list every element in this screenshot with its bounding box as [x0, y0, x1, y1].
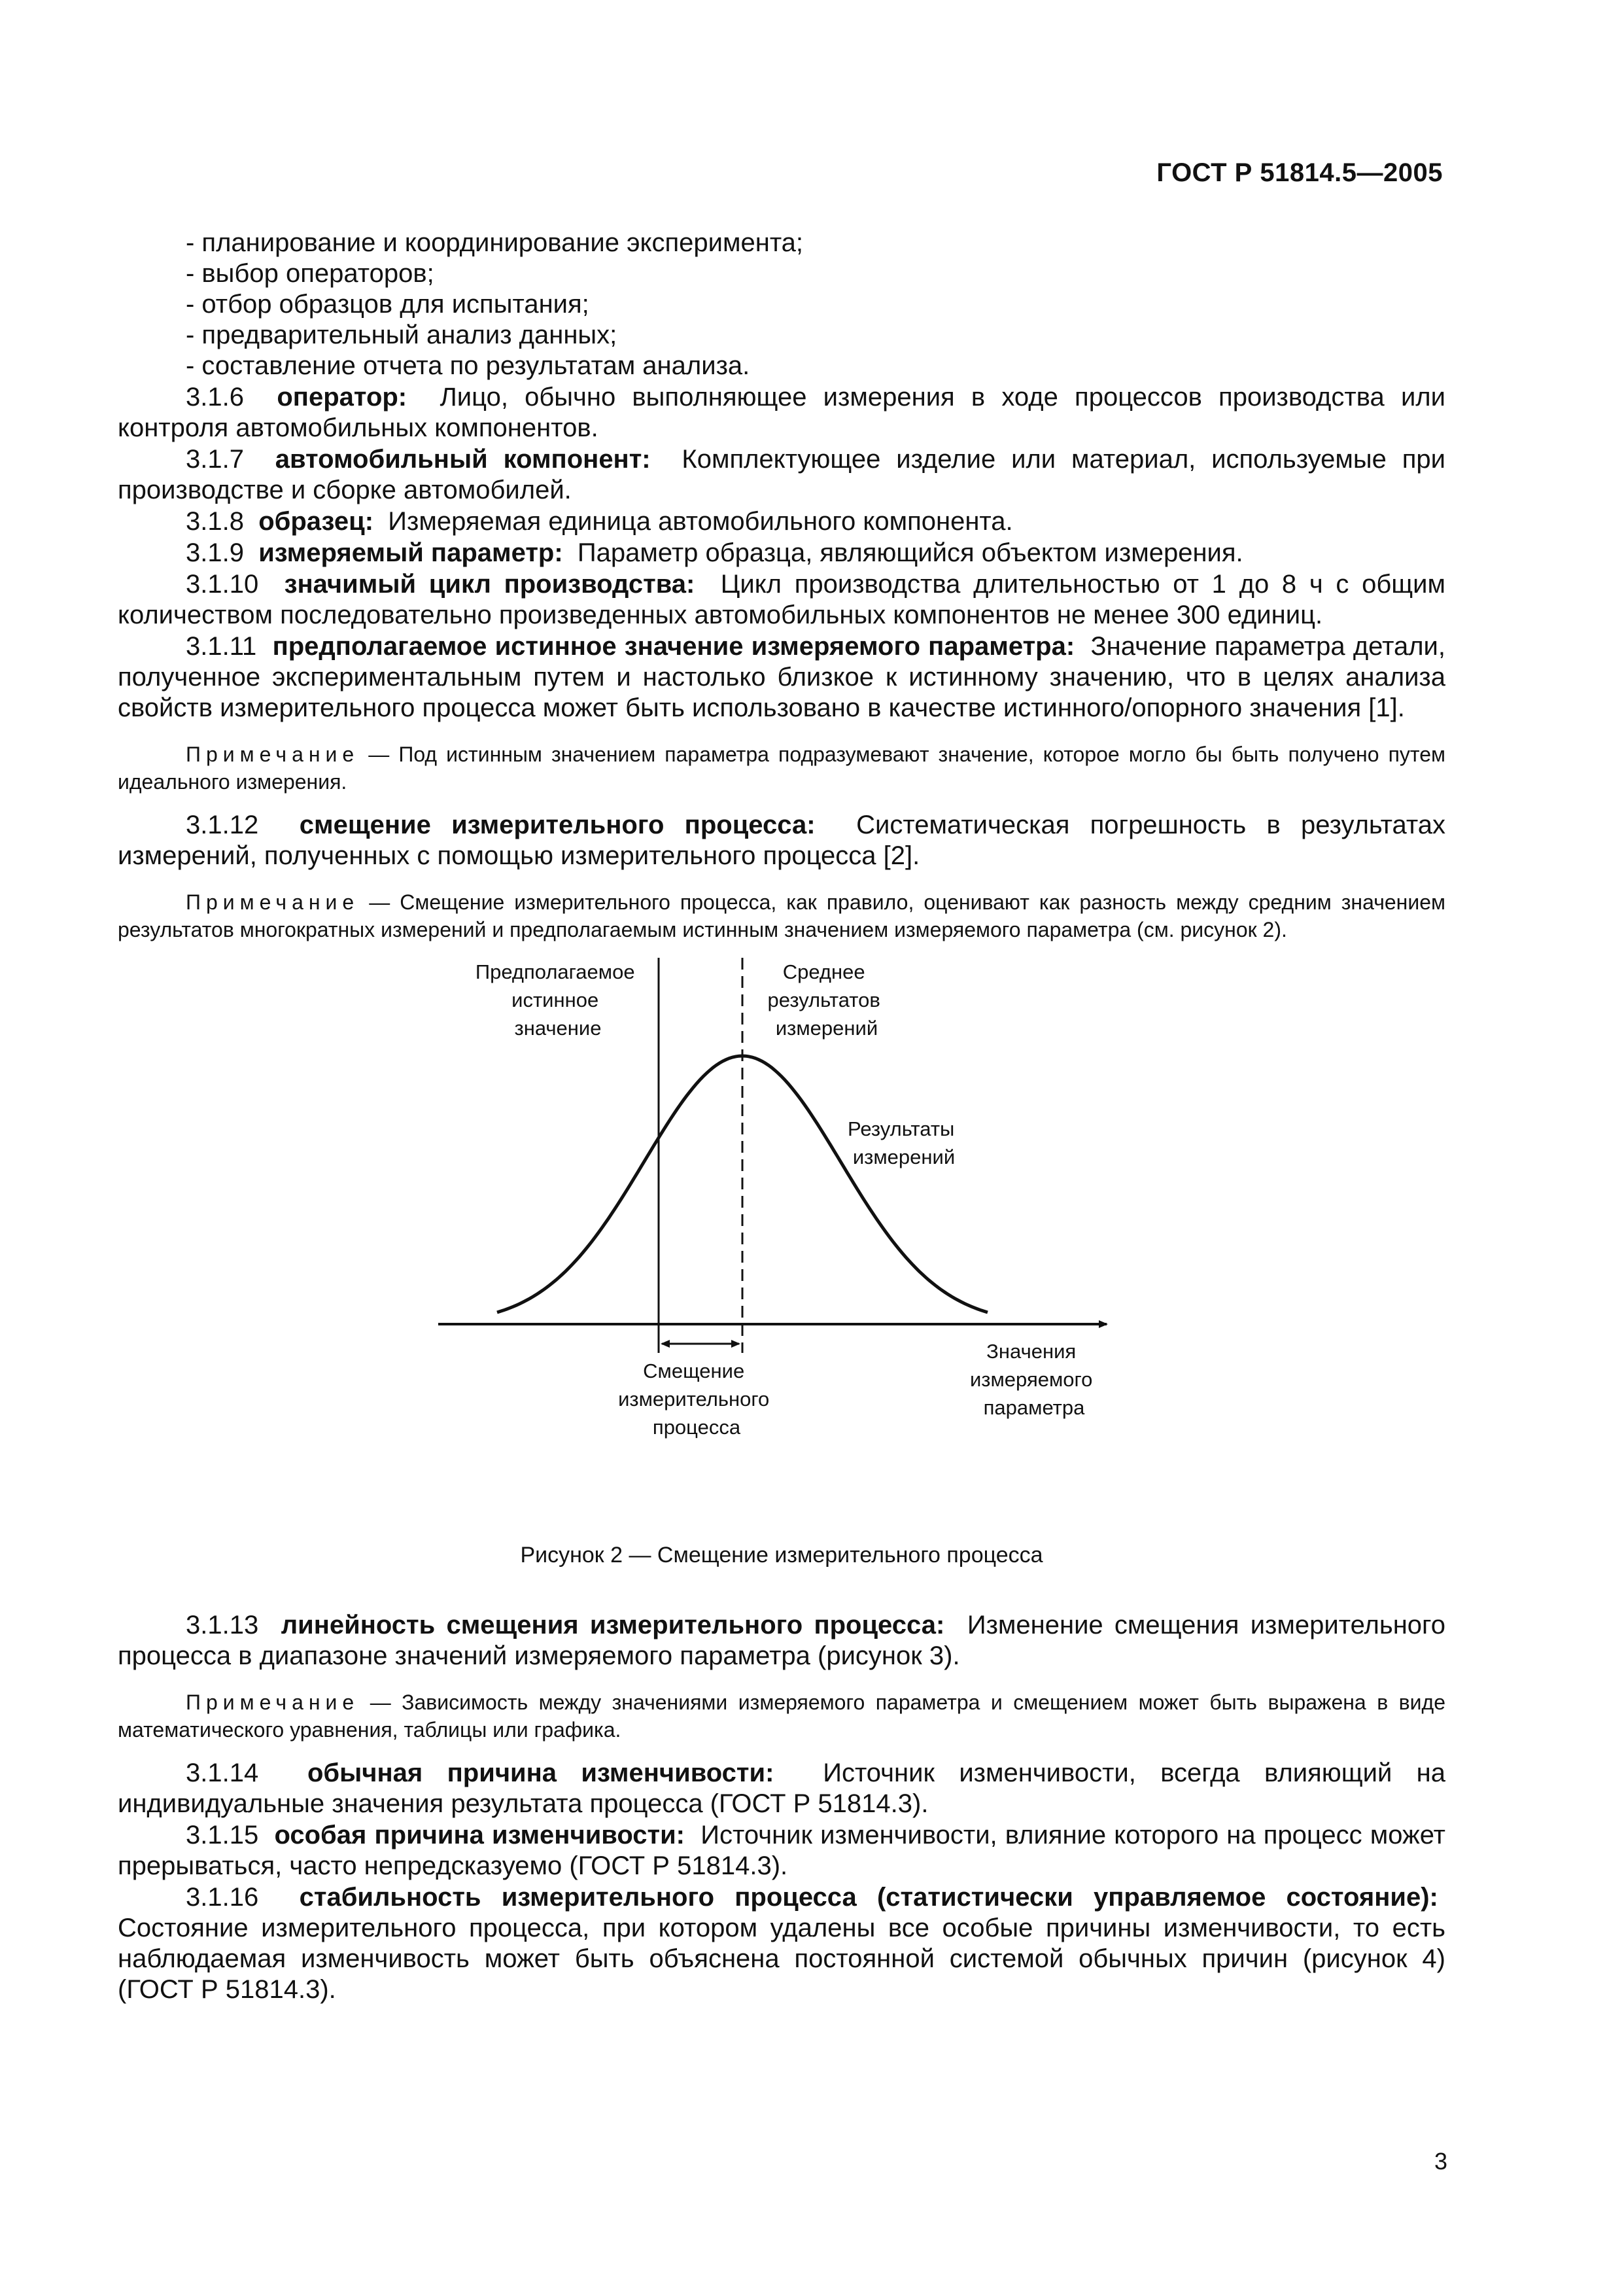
- term: значимый цикл производства:: [284, 570, 695, 599]
- bias-label: Смещение измерительного процесса: [618, 1359, 770, 1439]
- figure-bias-diagram: [118, 958, 1445, 1540]
- list-item: - составление отчета по результатам анализа.: [186, 351, 750, 380]
- term: линейность смещения измерительного процесса:: [281, 1611, 945, 1639]
- bias-diagram-svg: [118, 958, 1445, 1481]
- definition-3-1-10: 3.1.10 значимый цикл производства: Цикл производства длительностью от 1 до 8 ч с общим количеством последовательно произведенных автомобильных компонентов не менее 300 единиц.: [118, 570, 1445, 629]
- definition-3-1-12: 3.1.12 смещение измерительного процесса: Систематическая погрешность в результатах измерений, полученных с помощью измерительного процесса [2].: [118, 811, 1446, 870]
- list-item: - отбор образцов для испытания;: [186, 290, 589, 319]
- definition-3-1-7: 3.1.7 автомобильный компонент: Комплектующее изделие или материал, используемые при производстве и сборке автомобилей.: [118, 445, 1445, 504]
- term: измеряемый параметр:: [258, 538, 563, 567]
- definition-3-1-14: 3.1.14 обычная причина изменчивости: Источник изменчивости, всегда влияющий на индивидуальные значения результата процесса (ГОСТ Р 51814.3).: [118, 1759, 1446, 1818]
- definition-3-1-13: 3.1.13 линейность смещения измерительного процесса: Изменение смещения измерительного процесса в диапазоне значений измеряемого параметра (рисунок 3).: [118, 1611, 1445, 1670]
- definition-3-1-15: 3.1.15 особая причина изменчивости: Источник изменчивости, влияние которого на процесс может прерываться, часто непредсказуемо (ГОСТ Р 51814.3).: [118, 1821, 1445, 1880]
- note-linearity: Примечание — Зависимость между значениями измеряемого параметра и смещением может быть выражена в виде математического уравнения, таблицы или графика.: [118, 1691, 1446, 1742]
- document-id-header: ГОСТ Р 51814.5—2005: [1156, 158, 1443, 187]
- definition-3-1-11: 3.1.11 предполагаемое истинное значение измеряемого параметра: Значение параметра детали, полученное экспериментальным путем и настолько близкое к истинному значению, что в целях анализа свойств измерительного процесса может быть использовано в качестве истинного/опорного значения [1].: [118, 632, 1446, 722]
- term: образец:: [258, 507, 374, 536]
- axis-label: Значения измеряемого параметра: [969, 1340, 1093, 1419]
- mean-label: Среднее результатов измерений: [767, 960, 880, 1040]
- list-item: - предварительный анализ данных;: [186, 321, 617, 349]
- term: оператор:: [277, 383, 407, 412]
- term: смещение измерительного процесса:: [299, 811, 816, 839]
- note-true-value: Примечание — Под истинным значением параметра подразумевают значение, которое могло бы быть получено путем идеального измерения.: [118, 743, 1446, 794]
- page-number: 3: [1434, 2148, 1447, 2175]
- term: автомобильный компонент:: [275, 445, 651, 474]
- results-label: Результаты измерений: [848, 1117, 956, 1168]
- definition-3-1-16: 3.1.16 стабильность измерительного процесса (статистически управляемое состояние): Состояние измерительного процесса, при котором удалены все особые причины изменчивости, то есть наблюдаемая изменчивость может быть объяснена постоянной системой обычных причин (рисунок 4) (ГОСТ Р 51814.3).: [118, 1883, 1445, 2004]
- document-body: [118, 228, 1445, 2005]
- definition-3-1-9: 3.1.9 измеряемый параметр: Параметр образца, являющийся объектом измерения.: [186, 538, 1243, 567]
- term: особая причина изменчивости:: [274, 1821, 685, 1849]
- term: стабильность измерительного процесса (статистически управляемое состояние):: [299, 1883, 1438, 1912]
- definition-3-1-8: 3.1.8 образец: Измеряемая единица автомобильного компонента.: [186, 507, 1013, 536]
- true-value-label: Предполагаемое истинное значение: [475, 960, 635, 1040]
- definition-3-1-6: 3.1.6 оператор: Лицо, обычно выполняющее измерения в ходе процессов производства или контроля автомобильных компонентов.: [118, 383, 1445, 442]
- figure-caption: Рисунок 2 — Смещение измерительного процесса: [520, 1543, 1043, 1568]
- term: предполагаемое истинное значение измеряемого параметра:: [272, 632, 1075, 661]
- note-label: Примечание: [186, 743, 360, 766]
- note-label: Примечание: [186, 890, 360, 914]
- list-item: - выбор операторов;: [186, 259, 434, 288]
- note-bias: Примечание — Смещение измерительного процесса, как правило, оценивают как разность между средним значением результатов многократных измерений и предполагаемым истинным значением измеряемого параметра (см. рисунок 2).: [118, 890, 1446, 941]
- note-label: Примечание: [186, 1691, 360, 1714]
- list-item: - планирование и координирование эксперимента;: [186, 228, 804, 257]
- term: обычная причина изменчивости:: [307, 1759, 774, 1787]
